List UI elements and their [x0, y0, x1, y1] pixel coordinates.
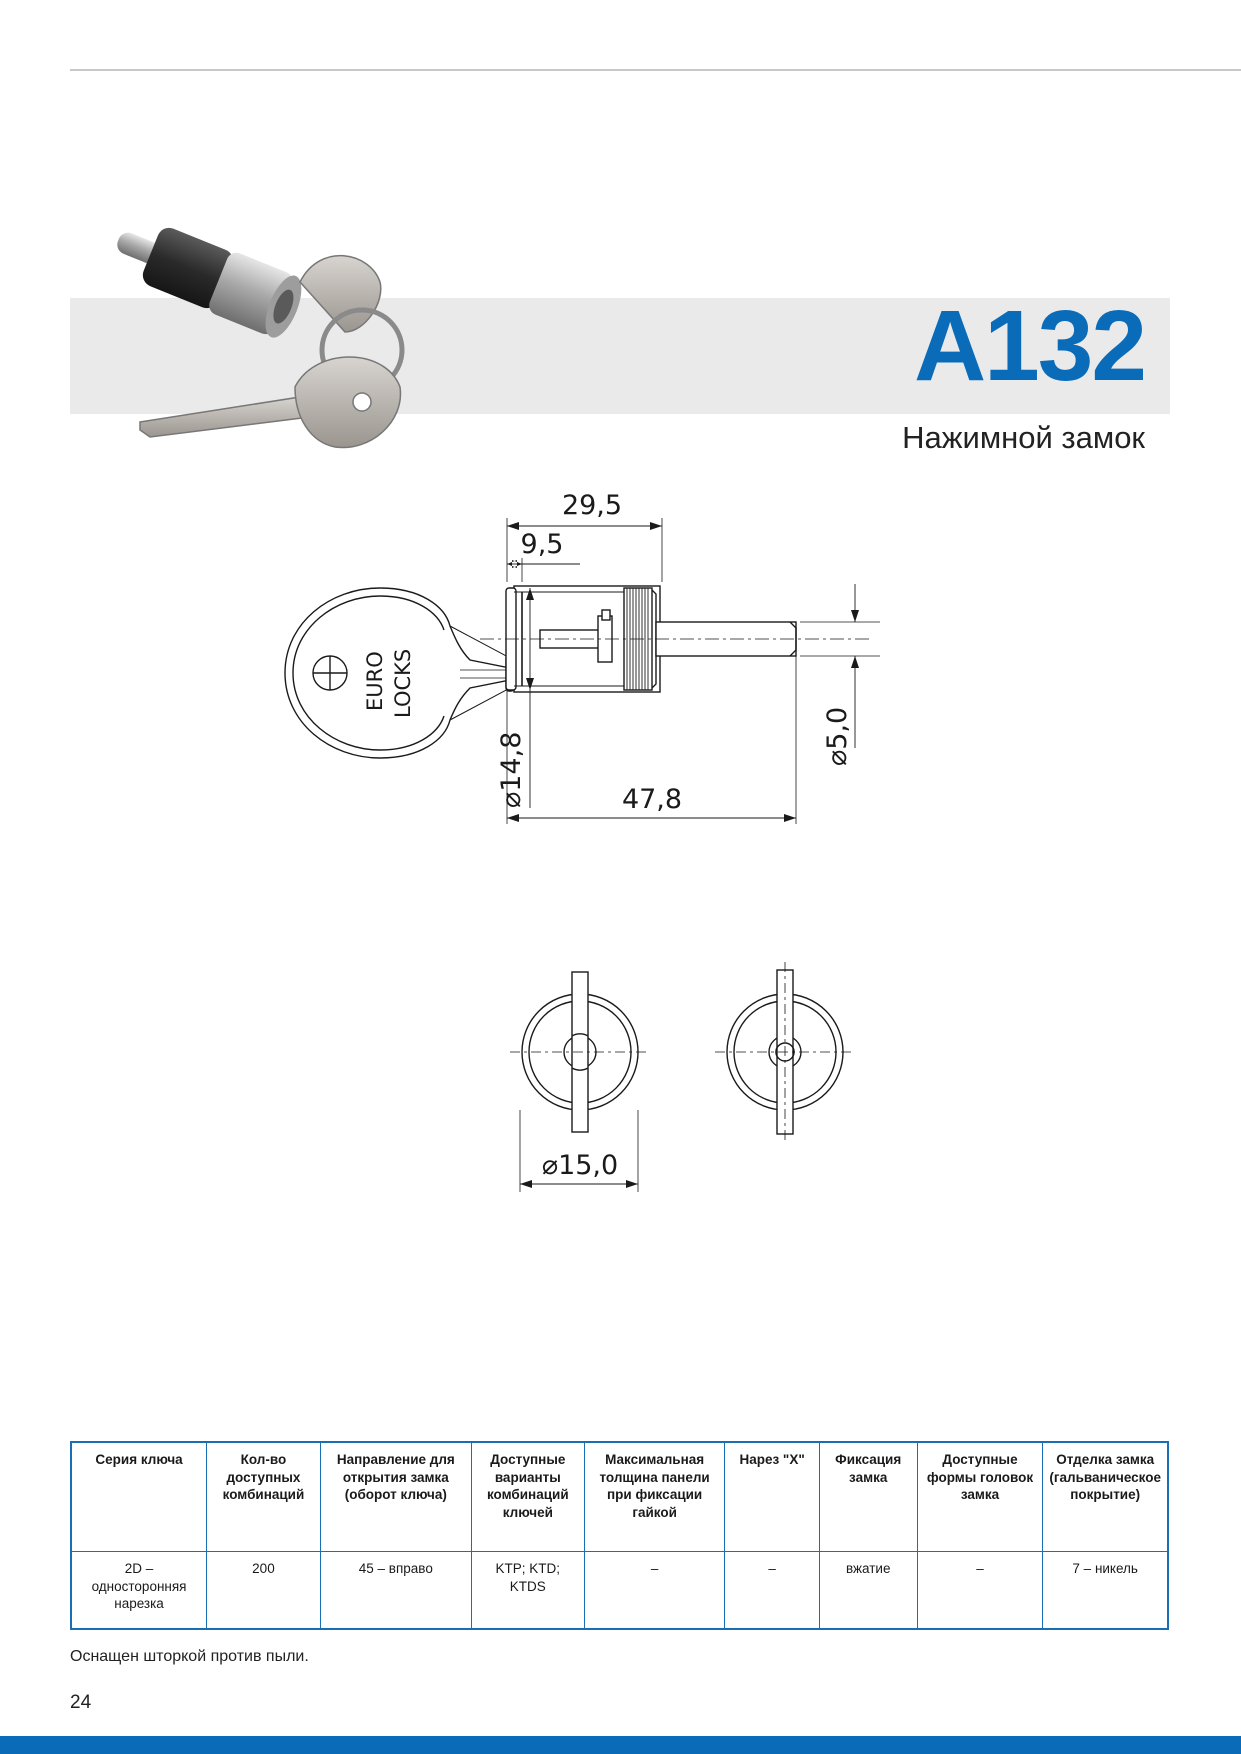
cell-lock-fixing: вжатие [819, 1552, 917, 1630]
th-key-series: Серия ключа [71, 1442, 207, 1552]
dim-end-diameter: ⌀15,0 [541, 1150, 619, 1181]
cell-max-panel-thickness: – [584, 1552, 725, 1630]
th-combinations: Кол-во доступных комбинаций [207, 1442, 321, 1552]
th-max-panel-thickness: Максимальная толщина панели при фиксации гайкой [584, 1442, 725, 1552]
th-lock-fixing: Фиксация замка [819, 1442, 917, 1552]
cell-key-variants: KTP; KTD; KTDS [471, 1552, 584, 1630]
dim-pin-diameter: ⌀5,0 [822, 706, 853, 766]
dim-front-length: 9,5 [520, 529, 564, 560]
cell-cut-x: – [725, 1552, 819, 1630]
cell-head-shapes: – [917, 1552, 1043, 1630]
cell-opening-direction: 45 – вправо [320, 1552, 471, 1630]
spec-table-header-row [71, 1442, 1168, 1552]
product-subtitle: Нажимной замок [902, 420, 1145, 455]
bottom-bar [0, 1736, 1241, 1754]
th-cut-x: Нарез "X" [725, 1442, 819, 1552]
top-rule [70, 69, 1241, 71]
spec-table [70, 1441, 1169, 1630]
table-row [71, 1552, 1168, 1630]
cell-finish: 7 – никель [1043, 1552, 1168, 1630]
th-head-shapes: Доступные формы головок замка [917, 1442, 1043, 1552]
key-stamp-line1: EURO [363, 651, 387, 711]
th-opening-direction: Направление для открытия замка (оборот ключа) [320, 1442, 471, 1552]
model-code: A132 [913, 290, 1145, 402]
technical-drawing-end-views [500, 950, 870, 1200]
dim-overall-length: 47,8 [621, 784, 683, 815]
key-stamp-line2: LOCKS [391, 648, 415, 718]
th-finish: Отделка замка (гальваническое покрытие) [1043, 1442, 1168, 1552]
page-number: 24 [70, 1692, 92, 1713]
cell-key-series: 2D – односторонняя нарезка [71, 1552, 207, 1630]
technical-drawing-full [280, 490, 970, 918]
dust-shutter-note: Оснащен шторкой против пыли. [70, 1648, 309, 1665]
product-photo [100, 222, 460, 472]
cell-combinations: 200 [207, 1552, 321, 1630]
th-key-variants: Доступные варианты комбинаций ключей [471, 1442, 584, 1552]
dim-body-diameter: ⌀14,8 [496, 731, 527, 808]
dim-total-body-length: 29,5 [561, 490, 623, 521]
